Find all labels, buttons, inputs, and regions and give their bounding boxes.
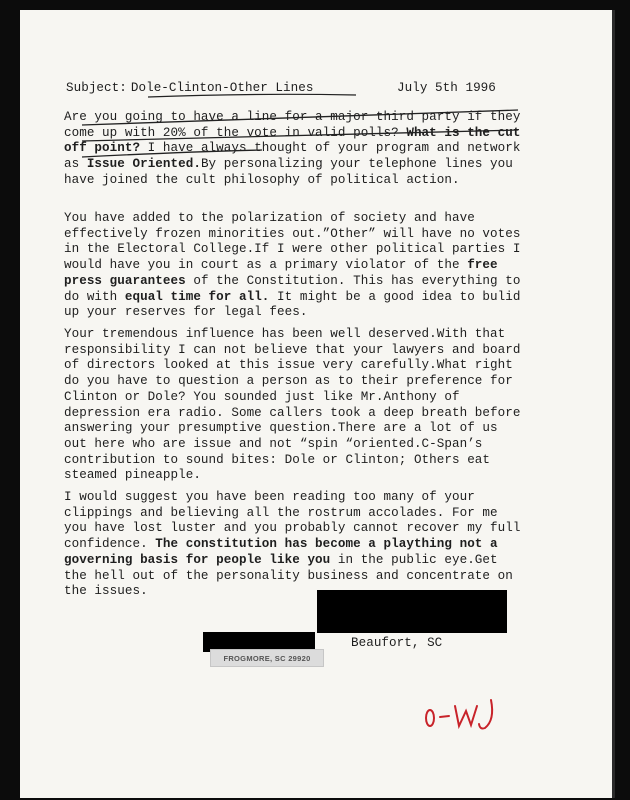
bold-text: equal time for all. bbox=[124, 289, 270, 304]
text-run: I would suggest you have been reading too many of your clippings and believing all the rostrum accolades. For me you have lost luster and you probably cannot recover my full confidence. bbox=[64, 490, 521, 552]
handdrawn-underline-1 bbox=[82, 110, 518, 125]
text-run: of the Constitution. This has everything to do with bbox=[64, 273, 521, 304]
handdrawn-underline-2 bbox=[82, 130, 518, 141]
text-run: Are you going to have a line for a major third party if they come up with 20% of the vote in valid polls? bbox=[64, 110, 521, 140]
bold-text: What is the cut off point? bbox=[64, 125, 521, 156]
text-run: Your tremendous influence has been well deserved.With that responsibility I can not believe that your lawyers and board of directors looked at this issue very carefully.What right do you have to question a person as to their preference for Clinton or Dole? You sounded just like Mr.Anthony of depression era radio. Some callers took a deep breath before answering your presumptive question.There are a lot of us out here who are issue and not “spin “oriented.C-Span’s contribution to sound bites: Dole or Clinton; Others eat steamed pineapple. bbox=[64, 327, 521, 483]
bold-text: Issue Oriented. bbox=[86, 157, 201, 172]
text-run: I have always thought of your program and network as bbox=[64, 141, 521, 172]
text-run: You have added to the polarization of society and have effectively frozen minorities out.”Other” will have no votes in the Electoral College.If I were other political parties I would have you in court as a primary violator of the bbox=[64, 211, 521, 273]
subject-label: Subject: bbox=[66, 81, 127, 95]
text-run: By personalizing your telephone lines you have joined the cult philosophy of political action. bbox=[64, 157, 513, 187]
bold-text: The constitution has become a plaything not a governing basis for people like you bbox=[64, 537, 498, 567]
handdrawn-underline-3 bbox=[82, 150, 262, 157]
address-stamp: FROGMORE, SC 29920 bbox=[210, 649, 324, 667]
letter-date: July 5th 1996 bbox=[397, 81, 496, 95]
signature-city: Beaufort, SC bbox=[351, 636, 443, 650]
handwritten-note-ink bbox=[426, 700, 492, 729]
subject-value: Dole-Clinton-Other Lines bbox=[130, 81, 314, 95]
text-run: It might be a good idea to bulid up your reserves for legal fees. bbox=[64, 289, 521, 320]
subject-underline bbox=[148, 94, 356, 97]
bold-text: free press guarantees bbox=[64, 258, 498, 288]
text-run: in the public eye.Get the hell out of the personality business and concentrate on the issues. bbox=[64, 552, 513, 599]
